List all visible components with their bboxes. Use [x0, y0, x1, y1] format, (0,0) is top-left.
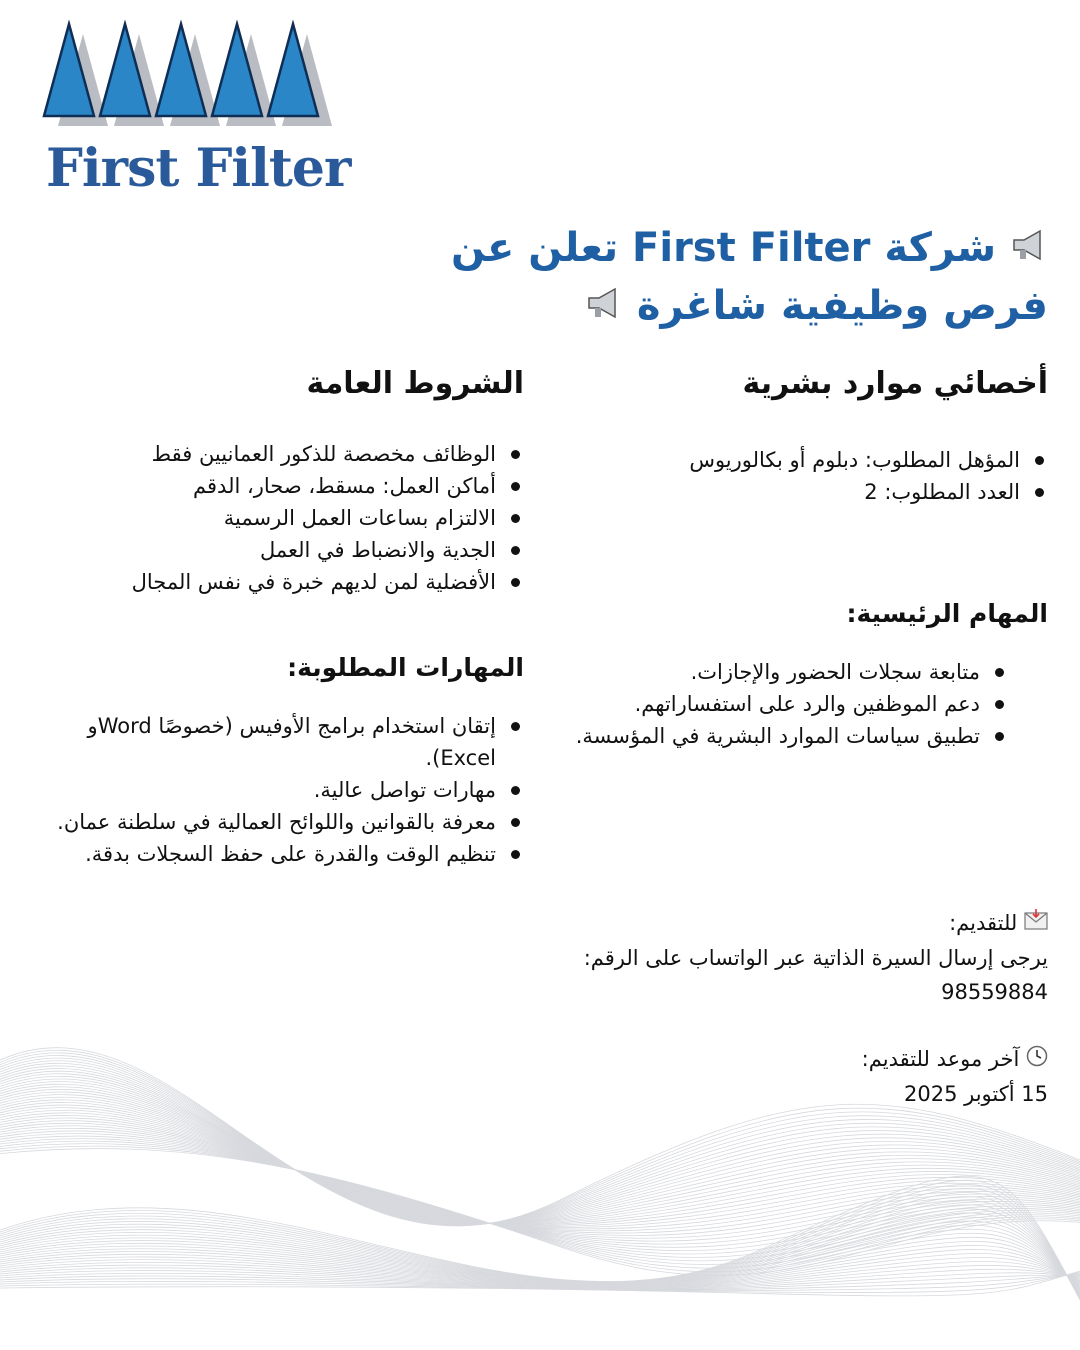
envelope-icon: [1024, 907, 1048, 941]
apply-label-row: [568, 906, 1048, 941]
title-line-1: [428, 220, 1048, 278]
list-item: تنظيم الوقت والقدرة على حفظ السجلات بدقة.: [46, 838, 496, 870]
megaphone-icon: [1010, 222, 1048, 278]
list-item: الجدية والانضباط في العمل: [34, 534, 496, 566]
list-item: متابعة سجلات الحضور والإجازات.: [550, 656, 980, 688]
title-line-2-text: فرص وظيفية شاغرة: [636, 283, 1048, 329]
skills-title: المهارات المطلوبة:: [287, 653, 524, 682]
list-item: دعم الموظفين والرد على استفساراتهم.: [550, 688, 980, 720]
list-item: المؤهل المطلوب: دبلوم أو بكالوريوس: [578, 444, 1020, 476]
tasks-title: المهام الرئيسية:: [846, 599, 1048, 628]
job-requirements-list: [578, 444, 1048, 508]
logo-text: First Filter: [46, 138, 351, 199]
conditions-list: [34, 438, 524, 598]
triangles-logo-icon: [38, 20, 338, 140]
list-item: تطبيق سياسات الموارد البشرية في المؤسسة.: [550, 720, 980, 752]
apply-text: يرجى إرسال السيرة الذاتية عبر الواتساب على الرقم: 98559884: [583, 946, 1048, 1004]
deadline-label-row: [568, 1042, 1048, 1077]
deadline-section: [568, 1042, 1048, 1111]
skills-section: [34, 646, 524, 870]
apply-section: [568, 906, 1048, 1009]
tasks-list: [550, 656, 1008, 752]
title-line-1-text: شركة First Filter تعلن عن: [450, 225, 997, 271]
deadline-label: آخر موعد للتقديم:: [861, 1047, 1020, 1071]
conditions-title: الشروط العامة: [306, 366, 524, 401]
list-item: معرفة بالقوانين واللوائح العمالية في سلطنة عمان.: [46, 806, 496, 838]
job-title: أخصائي موارد بشرية: [742, 366, 1048, 401]
apply-label: للتقديم:: [949, 911, 1018, 935]
list-item: مهارات تواصل عالية.: [46, 774, 496, 806]
tasks-section: [575, 592, 1048, 752]
deadline-date: 15 أكتوبر 2025: [904, 1082, 1048, 1106]
list-item: أماكن العمل: مسقط، صحار، الدقم: [34, 470, 496, 502]
title-line-2: [428, 278, 1048, 336]
list-item: الوظائف مخصصة للذكور العمانيين فقط: [34, 438, 496, 470]
list-item: الأفضلية لمن لديهم خبرة في نفس المجال: [34, 566, 496, 598]
list-item: الالتزام بساعات العمل الرسمية: [34, 502, 496, 534]
job-section: [578, 362, 1048, 508]
conditions-section: [34, 362, 524, 598]
megaphone-icon: [585, 280, 623, 336]
skills-list: [46, 710, 524, 870]
list-item: العدد المطلوب: 2: [578, 476, 1020, 508]
list-item: إتقان استخدام برامج الأوفيس (خصوصًا Wordو Excel).: [46, 710, 496, 774]
company-logo: [38, 20, 351, 200]
clock-icon: [1026, 1043, 1048, 1077]
page-title: [428, 220, 1048, 336]
